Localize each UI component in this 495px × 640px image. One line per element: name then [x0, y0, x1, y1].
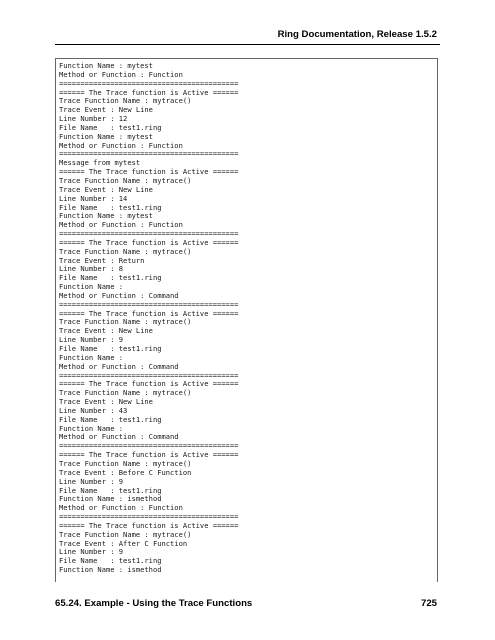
- code-line: Line Number : 9: [59, 547, 124, 557]
- code-line: ==========================================: [59, 441, 239, 451]
- code-line: Trace Event : After C Function: [59, 538, 188, 548]
- code-line: ====== The Trace function is Active ======: [59, 450, 239, 460]
- code-line: ==========================================: [59, 299, 239, 309]
- code-line: Line Number : 8: [59, 264, 124, 274]
- code-line: Trace Event : Before C Function: [59, 467, 192, 477]
- code-line: File Name : test1.ring: [59, 485, 162, 495]
- code-line: Function Name : mytest: [59, 131, 153, 141]
- code-line: ==========================================: [59, 78, 239, 88]
- code-line: ====== The Trace function is Active ======: [59, 237, 239, 247]
- code-line: Line Number : 14: [59, 193, 128, 203]
- code-line: Line Number : 43: [59, 405, 128, 415]
- code-line: ====== The Trace function is Active ======: [59, 308, 239, 318]
- code-line: Trace Event : Return: [59, 255, 145, 265]
- code-line: Function Name :: [59, 282, 124, 292]
- code-line: ==========================================: [59, 229, 239, 239]
- header-divider: [55, 44, 440, 45]
- code-line: Message from mytest: [59, 158, 141, 168]
- code-line: Trace Event : New Line: [59, 105, 153, 115]
- code-line: Trace Function Name : mytrace(): [59, 96, 192, 106]
- code-line: Trace Event : New Line: [59, 184, 153, 194]
- code-line: File Name : test1.ring: [59, 202, 162, 212]
- code-line: Method or Function : Function: [59, 69, 183, 79]
- code-line: ==========================================: [59, 512, 239, 522]
- footer-page-number: 725: [420, 598, 437, 609]
- footer-section-title: 65.24. Example - Using the Trace Functions: [55, 598, 253, 609]
- code-lines: [56, 59, 437, 575]
- code-line: ==========================================: [59, 370, 239, 380]
- code-line: Method or Function : Function: [59, 140, 183, 150]
- code-line: Trace Event : New Line: [59, 397, 153, 407]
- code-line: Trace Function Name : mytrace(): [59, 529, 192, 539]
- page-header-title: Ring Documentation, Release 1.5.2: [277, 29, 437, 40]
- code-line: Function Name :: [59, 352, 124, 362]
- code-line: Method or Function : Function: [59, 503, 183, 513]
- code-line: File Name : test1.ring: [59, 414, 162, 424]
- code-line: Line Number : 12: [59, 114, 128, 124]
- code-line: Trace Function Name : mytrace(): [59, 246, 192, 256]
- code-line: Function Name : mytest: [59, 211, 153, 221]
- code-line: Trace Function Name : mytrace(): [59, 458, 192, 468]
- code-line: Line Number : 9: [59, 476, 124, 486]
- code-line: Function Name : ismethod: [59, 565, 162, 575]
- code-line: Function Name :: [59, 423, 124, 433]
- code-line: ====== The Trace function is Active ======: [59, 167, 239, 177]
- code-line: Method or Function : Function: [59, 220, 183, 230]
- code-line: ==========================================: [59, 149, 239, 159]
- code-line: Method or Function : Command: [59, 290, 179, 300]
- code-line: ====== The Trace function is Active ======: [59, 379, 239, 389]
- code-line: Trace Function Name : mytrace(): [59, 388, 192, 398]
- code-line: Function Name : mytest: [59, 61, 153, 70]
- code-line: File Name : test1.ring: [59, 122, 162, 132]
- code-line: ====== The Trace function is Active ======: [59, 520, 239, 530]
- code-line: File Name : test1.ring: [59, 344, 162, 353]
- code-line: Method or Function : Command: [59, 432, 179, 442]
- code-line: Line Number : 9: [59, 335, 124, 345]
- code-block: [55, 58, 438, 582]
- code-line: ====== The Trace function is Active ======: [59, 87, 239, 97]
- code-line: File Name : test1.ring: [59, 273, 162, 283]
- code-line: File Name : test1.ring: [59, 556, 162, 566]
- code-line: Function Name : ismethod: [59, 494, 162, 504]
- code-line: Trace Event : New Line: [59, 326, 153, 336]
- code-line: Trace Function Name : mytrace(): [59, 175, 192, 185]
- code-line: Method or Function : Command: [59, 361, 179, 371]
- code-line: Trace Function Name : mytrace(): [59, 317, 192, 327]
